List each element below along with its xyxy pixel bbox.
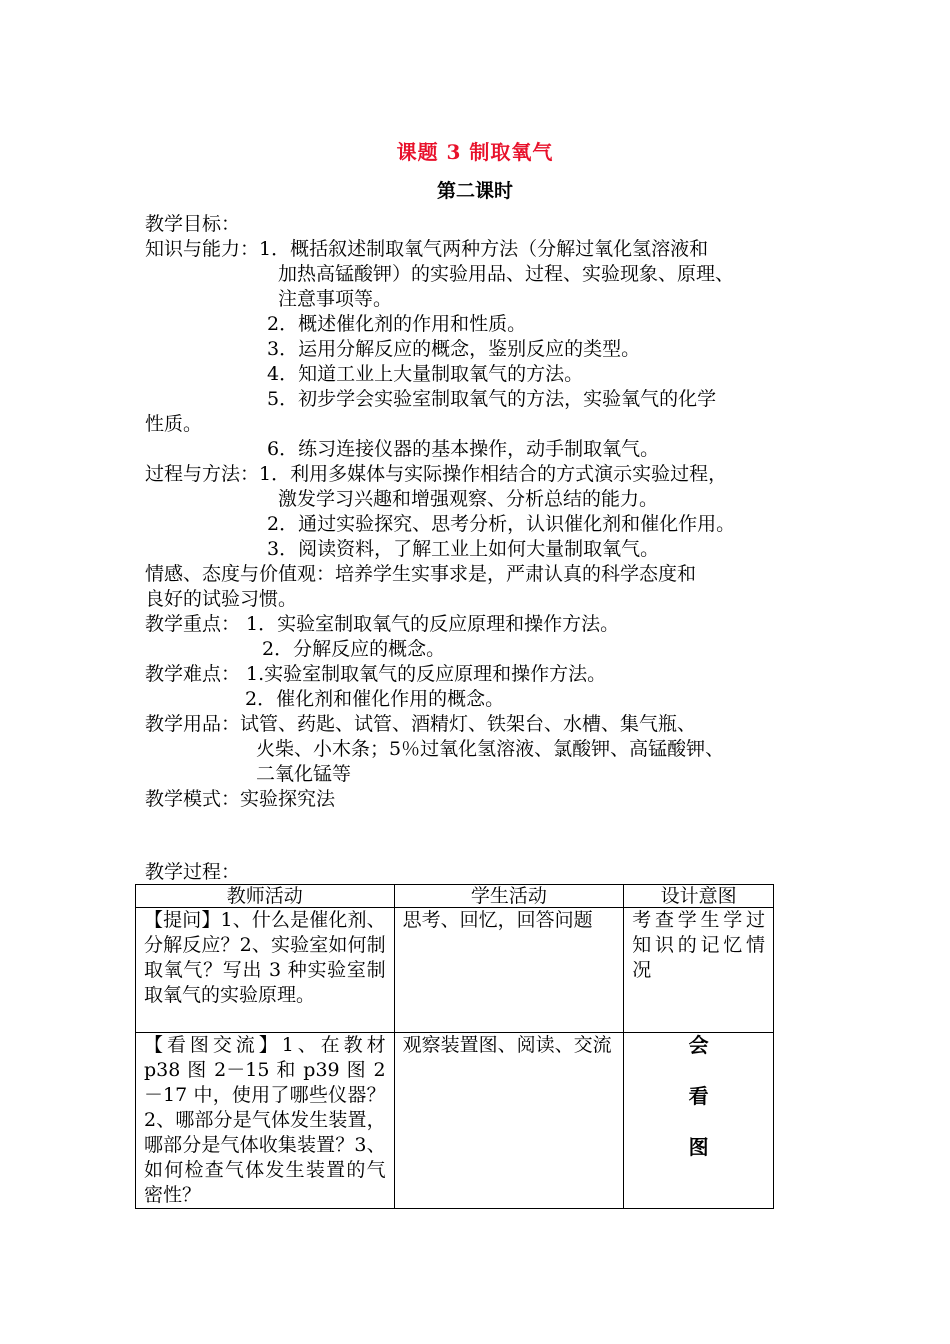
- process-item-2: 2．通过实验探究、思考分析，认识催化剂和催化作用。: [267, 513, 736, 535]
- process-item-3: 3．阅读资料，了解工业上如何大量制取氧气。: [267, 538, 660, 560]
- table-row: [136, 908, 774, 1033]
- process-item-1-cont: 激发学习兴趣和增强观察、分析总结的能力。: [278, 488, 659, 510]
- teacher-activity-cell: 【提问】1、什么是催化剂、分解反应？2、实验室如何制取氧气？写出 3 种实验室制取氧气的实验原理。: [136, 908, 395, 1033]
- intent-cell: [624, 1033, 774, 1209]
- knowledge-item-1-cont: 加热高锰酸钾）的实验用品、过程、实验现象、原理、: [278, 263, 735, 285]
- intent-cell: 考查学生学过知识的记忆情况: [624, 908, 774, 1033]
- intent-char: 会: [688, 1033, 709, 1057]
- key-point-2: 2．分解反应的概念。: [262, 638, 446, 660]
- materials-line-cont2: 二氧化锰等: [256, 763, 352, 785]
- knowledge-item-4: 4．知道工业上大量制取氧气的方法。: [267, 363, 584, 385]
- knowledge-item-3: 3．运用分解反应的概念，鉴别反应的类型。: [267, 338, 641, 360]
- materials-line: 教学用品：试管、药匙、试管、酒精灯、铁架台、水槽、集气瓶、: [145, 713, 697, 735]
- intent-char: 看: [688, 1084, 709, 1108]
- objectives-heading: 教学目标：: [145, 213, 241, 235]
- table-header-row: [136, 885, 774, 908]
- knowledge-item-2: 2．概述催化剂的作用和性质。: [267, 313, 527, 335]
- table-row: [136, 1033, 774, 1209]
- attitude-line: 情感、态度与价值观：培养学生实事求是，严肃认真的科学态度和: [145, 563, 697, 585]
- attitude-line-cont: 良好的试验习惯。: [145, 588, 298, 610]
- knowledge-item-1: 知识与能力：1．概括叙述制取氧气两种方法（分解过氧化氢溶液和: [145, 238, 709, 260]
- difficulty-1: 教学难点： 1.实验室制取氧气的反应原理和操作方法。: [145, 663, 607, 685]
- teacher-activity-cell: 【看图交流】1、在教材 p38 图 2－15 和 p39 图 2－17 中，使用了哪些仪器？2、哪部分是气体发生装置，哪部分是气体收集装置？3、如何检查气体发生装置的气密性？: [136, 1033, 395, 1209]
- teaching-process-table: [135, 884, 774, 1209]
- knowledge-item-6: 6．练习连接仪器的基本操作，动手制取氧气。: [267, 438, 660, 460]
- knowledge-item-5-cont: 性质。: [145, 413, 203, 435]
- knowledge-item-1-cont2: 注意事项等。: [278, 288, 393, 310]
- teaching-mode: 教学模式：实验探究法: [145, 788, 336, 810]
- process-item-1: 过程与方法：1．利用多媒体与实际操作相结合的方式演示实验过程，: [145, 463, 728, 485]
- student-activity-cell: 思考、回忆，回答问题: [394, 908, 624, 1033]
- knowledge-item-5: 5．初步学会实验室制取氧气的方法，实验氧气的化学: [267, 388, 717, 410]
- key-point-1: 教学重点： 1．实验室制取氧气的反应原理和操作方法。: [145, 613, 620, 635]
- header-student: 学生活动: [394, 885, 624, 908]
- intent-char: 图: [688, 1135, 709, 1159]
- process-heading: 教学过程：: [145, 861, 241, 883]
- materials-line-cont: 火柴、小木条；5％过氧化氢溶液、氯酸钾、高锰酸钾、: [256, 738, 725, 760]
- header-intent: 设计意图: [624, 885, 774, 908]
- page-title: 课题 3 制取氧气: [396, 140, 554, 164]
- lesson-period: 第二课时: [436, 180, 513, 202]
- difficulty-2: 2．催化剂和催化作用的概念。: [245, 688, 505, 710]
- header-teacher: 教师活动: [136, 885, 395, 908]
- student-activity-cell: 观察装置图、阅读、交流: [394, 1033, 624, 1209]
